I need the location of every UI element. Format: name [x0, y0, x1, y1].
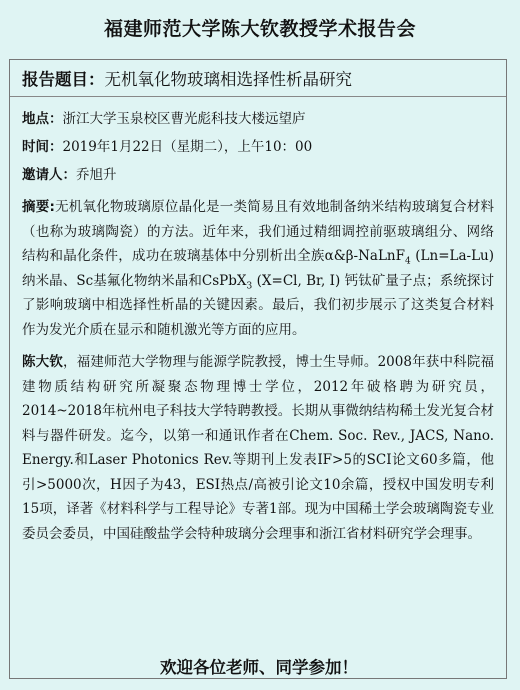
topic-label: 报告题目： — [22, 70, 105, 89]
inviter-label: 邀请人： — [22, 167, 76, 183]
abstract-paragraph — [22, 195, 494, 342]
abstract-subscript-2: 3 — [246, 281, 253, 292]
content-card — [9, 59, 507, 679]
abstract-label: 摘要: — [22, 199, 55, 215]
location-label: 地点： — [22, 111, 63, 127]
abstract-subscript-1: 4 — [404, 256, 411, 267]
time-value: 2019年1月22日（星期二），上午10：00 — [62, 139, 313, 155]
inviter-line — [22, 161, 494, 189]
location-value: 浙江大学玉泉校区曹光彪科技大楼远望庐 — [62, 111, 306, 127]
time-line — [22, 133, 494, 161]
poster-title: 福建师范大学陈大钦教授学术报告会 — [103, 18, 416, 40]
topic-line — [22, 68, 494, 92]
header-band — [0, 0, 520, 58]
topic-value: 无机氧化物玻璃相选择性析晶研究 — [104, 70, 352, 89]
bio-paragraph — [22, 350, 494, 546]
bio-name: 陈大钦 — [22, 354, 64, 370]
location-line — [22, 105, 494, 133]
topic-divider — [10, 96, 506, 97]
time-label: 时间： — [22, 139, 63, 155]
abstract-text-3: (X=Cl, Br, I) 钙钛矿量子点；系统探讨了影响玻璃中相选择性析晶的关键因素。最后，我们初步展示了这类复合材料作为发光介质在显示和随机激光等方面的应用。 — [22, 272, 495, 338]
abstract-text-1: 无机氧化物玻璃原位晶化是一类简易且有效地制备纳米结构玻璃复合材料（也称为玻璃陶瓷）的方法。近年来，我们通过精细调控前驱玻璃组分、网络结构和晶化条件，成功在玻璃基体中分别析出全族α&β-NaLnF — [22, 199, 495, 264]
inviter-value: 乔旭升 — [76, 167, 117, 183]
abstract-text-2: (Ln=La-Lu) 纳米晶、Sc基氟化物纳米晶和CsPbX — [22, 248, 495, 289]
bio-text: ，福建师范大学物理与能源学院教授，博士生导师。2008年获中科院福建物质结构研究所凝聚态物理博士学位，2012年破格聘为研究员，2014~2018年杭州电子科技大学特聘教授。长期从事微纳结构稀土发光复合材料与器件研发。迄今，以第一和通讯作者在Chem. Soc. Rev., JACS, Nano. Energy.和Laser Photonics Rev.等期刊上发表IF>5的SCI论文60多篇，他引>5000次，H因子为43，ESI热点/高被引论文10余篇，授权中国发明专利15项，译著《材料科学与工程导论》专著1部。现为中国稀土学会玻璃陶瓷专业委员会委员，中国硅酸盐学会特种玻璃分会理事和浙江省材料研究学会理事。 — [22, 354, 494, 542]
welcome-message: 欢迎各位老师、同学参加！ — [160, 658, 358, 677]
